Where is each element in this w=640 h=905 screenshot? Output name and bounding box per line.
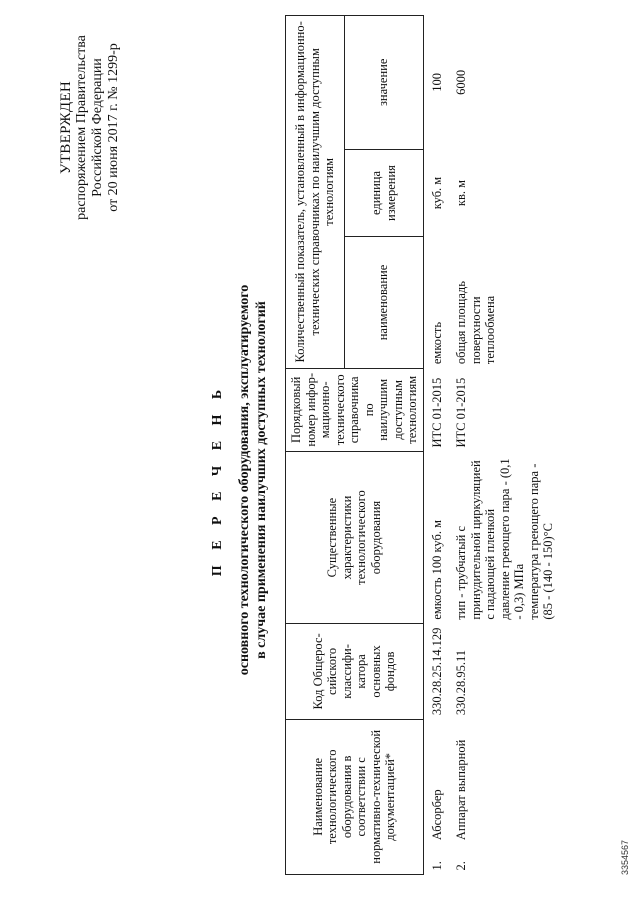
- header-characteristics: Существенные характеристики технологического оборудования: [286, 451, 424, 623]
- row-itc: ИТС 01-2015: [429, 377, 444, 448]
- characteristic-line: температура греющего пара - (85 - (140 - 150)°С: [526, 463, 555, 620]
- header-code: Код Общерос-сийского классифи-катора основных фондов: [286, 624, 424, 720]
- header-name: Наименование технологического оборудования в соответствии с нормативно-технической документацией*: [286, 719, 424, 874]
- document-heading: [210, 85, 270, 875]
- header-indicator-value: значение: [344, 16, 423, 150]
- row-number: 2.: [454, 861, 468, 871]
- approval-line-2: Российской Федерации: [90, 58, 105, 197]
- characteristic-line: емкость 100 куб. м: [429, 520, 444, 620]
- row-code: 330.28.25.14.129: [429, 627, 444, 716]
- row-characteristics: [423, 451, 448, 623]
- approval-title: УТВЕРЖДЕН: [58, 80, 74, 175]
- row-indicator-unit: куб. м: [429, 176, 444, 210]
- row-indicator-name: общая площадь поверхности теплообмена: [454, 281, 497, 365]
- characteristic-line: давление греющего пара - (0,1 - 0,3) МПа: [497, 458, 526, 620]
- header-indicator-group: Количественный показатель, установленный в информационно-технических справочниках по наилучшим доступным технологиям: [286, 16, 345, 369]
- header-indicator-unit: единица измерения: [344, 149, 423, 237]
- row-code: 330.28.95.11: [454, 650, 468, 716]
- document-subtitle: [236, 85, 270, 875]
- approval-line-1: распоряжением Правительства: [74, 35, 89, 220]
- header-itc-number: Порядковый номер инфор-мационно-технического справочника по наилучшим доступным технологиям: [286, 368, 424, 451]
- row-indicator-unit: кв. м: [454, 179, 468, 207]
- characteristic-line: тип - трубчатый с принудительной циркуляцией с падающей пленкой: [454, 460, 497, 620]
- row-indicator-value: 6000: [454, 69, 468, 95]
- table-row: [448, 16, 560, 875]
- row-indicator-value: 100: [429, 72, 444, 92]
- approval-line-3: от 20 июня 2017 г. № 1299-р: [106, 43, 121, 212]
- row-number: 1.: [429, 861, 444, 871]
- row-name: Аппарат выпарной: [454, 739, 468, 841]
- document-title: П Е Р Е Ч Е Н Ь: [210, 383, 225, 577]
- row-itc: ИТС 01-2015: [454, 377, 468, 448]
- document-code: 3354567: [620, 839, 630, 875]
- header-indicator-name: наименование: [344, 237, 423, 368]
- row-name: Абсорбер: [429, 789, 444, 841]
- row-indicator-name: емкость: [429, 321, 444, 365]
- approval-stamp: [58, 15, 122, 240]
- document-subtitle-line-2: в случае применения наилучших доступных технологий: [254, 301, 269, 659]
- row-characteristics: [448, 451, 560, 623]
- document-subtitle-line-1: основного технологического оборудования, эксплуатируемого: [237, 284, 252, 676]
- table-row: [423, 16, 448, 875]
- equipment-table: [285, 15, 560, 875]
